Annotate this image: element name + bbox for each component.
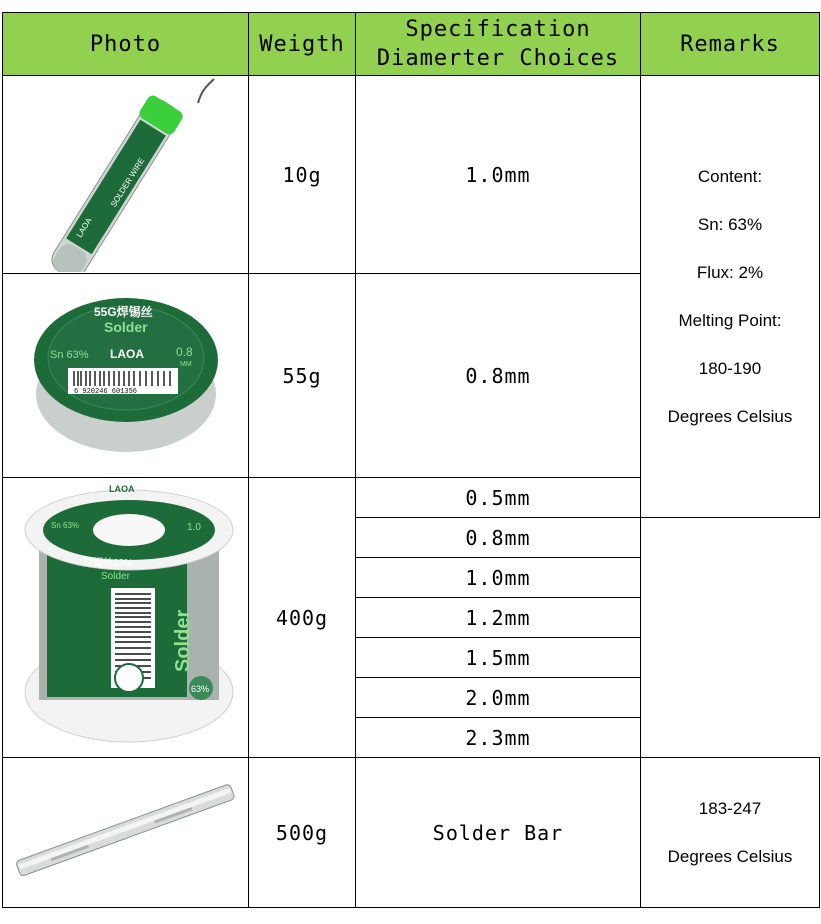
spec-cell: 0.8mm <box>356 274 641 478</box>
remark-line: Degrees Celsius <box>667 406 793 426</box>
spool400-side-text: Solder <box>171 609 194 672</box>
header-photo: Photo <box>3 13 249 76</box>
solder-tube-photo <box>6 77 246 272</box>
spec-cell: 0.8mm <box>356 518 641 558</box>
remarks-cell-bar <box>641 758 820 908</box>
spool55-barcode-text: 6 920246 601356 <box>73 387 137 396</box>
header-remarks: Remarks <box>641 13 820 76</box>
small-spool-photo <box>16 276 236 476</box>
header-weight: Weigth <box>249 13 356 76</box>
spool400-dia-text: 1.0 <box>186 521 201 533</box>
header-spec-line1: Specification <box>405 17 591 42</box>
spec-cell: 0.5mm <box>356 478 641 518</box>
spool55-sub-text: Solder <box>103 318 148 335</box>
spool55-brand-text: LAOA <box>109 346 144 361</box>
weight-cell: 55g <box>249 274 356 478</box>
spool400-title-text: 焊锡丝63% <box>82 557 133 569</box>
remark-line: Degrees Celsius <box>667 846 793 866</box>
weight-cell: 400g <box>249 478 356 758</box>
remark-line: 183-247 <box>698 798 762 818</box>
remark-line: 180-190 <box>698 358 762 378</box>
photo-cell-large-spool <box>3 478 249 758</box>
large-spool-photo <box>11 482 241 754</box>
remark-line: Flux: 2% <box>696 262 764 282</box>
header-spec-line2: Diamerter Choices <box>376 46 620 71</box>
table-row <box>3 758 820 908</box>
photo-cell-tube <box>3 76 249 274</box>
remark-line: Melting Point: <box>678 310 782 330</box>
remarks-cell <box>641 76 820 518</box>
spool55-unit-text: MM <box>179 360 192 368</box>
remark-line: Content: <box>697 166 763 186</box>
solder-bar-photo <box>6 760 246 905</box>
spool400-sub-text: Solder <box>100 570 130 582</box>
remark-line: Sn: 63% <box>697 214 763 234</box>
tube-label-text: SOLDER WIRE <box>108 156 146 209</box>
spool400-brand-text: LAOA <box>108 483 134 494</box>
spool55-sn-text: Sn 63% <box>49 348 89 361</box>
spec-cell: 2.0mm <box>356 678 641 718</box>
tube-brand-text: LAOA <box>74 216 94 240</box>
spec-cell: Solder Bar <box>356 758 641 908</box>
photo-cell-bar <box>3 758 249 908</box>
spec-cell: 1.2mm <box>356 598 641 638</box>
header-spec <box>356 13 641 76</box>
spec-cell: 2.3mm <box>356 718 641 758</box>
spec-cell: 1.0mm <box>356 76 641 274</box>
table-row <box>3 76 820 274</box>
solder-spec-table <box>2 12 820 908</box>
photo-cell-small-spool <box>3 274 249 478</box>
spec-cell: 1.0mm <box>356 558 641 598</box>
weight-cell: 500g <box>249 758 356 908</box>
spec-cell: 1.5mm <box>356 638 641 678</box>
spool55-title-text: 55G焊锡丝 <box>93 304 153 319</box>
header-row <box>3 13 820 76</box>
spool400-sn-text: Sn 63% <box>50 520 79 530</box>
weight-cell: 10g <box>249 76 356 274</box>
spool55-dia-text: 0.8 <box>175 344 193 359</box>
spool400-pct-text: 63% <box>190 683 209 694</box>
